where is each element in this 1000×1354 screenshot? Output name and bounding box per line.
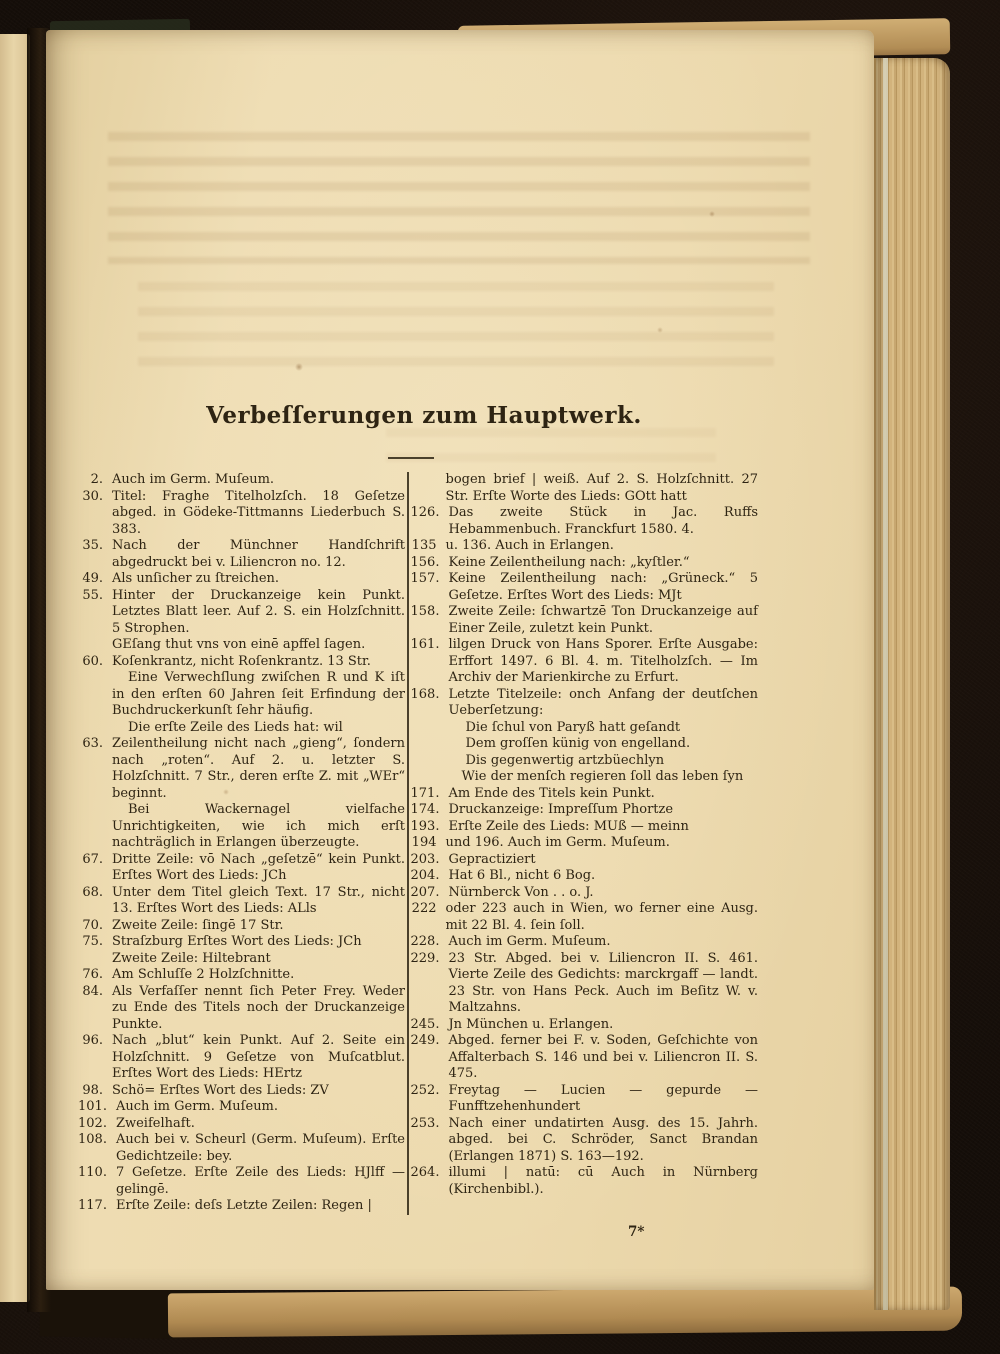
correction-entry <box>78 1132 405 1165</box>
entry-paragraph: und 196. Auch im Germ. Muſeum. <box>445 835 670 850</box>
entry-paragraph: Das zweite Stück in Jac. Ruffs Hebammenbuch. Franckfurt 1580. 4. <box>448 505 758 537</box>
entry-number: 126. <box>410 505 440 520</box>
correction-entry <box>78 588 405 654</box>
column-divider-rule <box>407 472 409 1215</box>
entry-paragraph: Dis gegenwertig artzbüechlyn <box>465 752 665 768</box>
entry-number: 229. <box>410 950 440 966</box>
entry-text <box>448 1116 758 1166</box>
entry-text <box>116 1116 405 1133</box>
entry-text <box>448 786 758 803</box>
entry-number: 108. <box>78 1132 107 1147</box>
entry-number: 117. <box>78 1198 107 1213</box>
entry-paragraph: oder 223 auch in Wien, wo ferner eine Ausg. mit 22 Bl. 4. ſein ſoll. <box>445 901 758 933</box>
entry-paragraph: Dritte Zeile: vō Nach „geſetzē“ kein Punkt. Erſtes Wort des Lieds: JCh <box>112 851 405 883</box>
entry-number: 157. <box>410 571 440 586</box>
entry-number: 60. <box>82 653 103 669</box>
correction-entry <box>78 984 405 1034</box>
entry-text <box>112 1083 405 1100</box>
entry-paragraph: Unter dem Titel gleich Text. 17 Str., nicht 13. Erſtes Wort des Lieds: ALls <box>112 884 405 916</box>
entry-paragraph: Straſzburg Erſtes Wort des Lieds: JCh <box>112 934 362 949</box>
correction-entry <box>411 637 759 687</box>
entry-paragraph: bogen brief | weiß. Auf 2. S. Holzſchnitt. 27 Str. Erſte Worte des Lieds: GOtt hatt <box>445 472 758 504</box>
correction-entry <box>411 555 759 572</box>
entry-paragraph: Die erſte Zeile des Lieds hat: wil <box>128 719 343 735</box>
entry-paragraph: lilgen Druck von Hans Sporer. Erſte Ausgabe: Erffort 1497. 6 Bl. 4. m. Titelholzſch. — Im Archiv der Marienkirche zu Erfurt. <box>448 637 758 685</box>
entry-paragraph: 23 Str. Abged. bei v. Liliencron II. S. 461. Vierte Zeile des Gedichts: marckrgaff — landt. 23 Str. von Hans Peck. Auch im Beſitz W. v. Maltzahns. <box>448 950 758 1015</box>
entry-paragraph: u. 136. Auch in Erlangen. <box>445 538 614 553</box>
entry-paragraph: Koſenkrantz, nicht Roſenkrantz. 13 Str. <box>112 653 371 669</box>
corrections-columns <box>78 472 758 1215</box>
entry-paragraph: Abged. ferner bei F. v. Soden, Geſchichte von Affalterbach S. 146 und bei v. Liliencron II. S. 475. <box>448 1033 758 1081</box>
entry-paragraph: Schö= Erſtes Wort des Lieds: ZV <box>112 1082 329 1098</box>
entry-paragraph: Wie der menſch regieren ſoll das leben ſyn <box>461 769 744 784</box>
correction-entry <box>411 868 759 885</box>
entry-number: 63. <box>82 736 103 751</box>
entry-text <box>448 637 758 687</box>
entry-number: 49. <box>82 571 103 586</box>
entry-text <box>448 1165 758 1198</box>
book-bottom-edge <box>168 1287 962 1338</box>
entry-paragraph: Auch im Germ. Muſeum. <box>112 472 275 487</box>
entry-paragraph: Keine Zeilentheilung nach: „Grüneck.“ 5 Geſetze. Erſtes Wort des Lieds: MJt <box>448 571 758 603</box>
entry-text <box>112 472 405 489</box>
entry-text <box>112 918 405 935</box>
correction-entry <box>411 802 759 819</box>
entry-text <box>448 934 758 951</box>
entry-text <box>112 852 405 885</box>
correction-entry <box>78 1116 405 1133</box>
entry-paragraph: Zweite Zeile: ſchwartzē Ton Druckanzeige auf Einer Zeile, zuletzt kein Punkt. <box>448 604 758 636</box>
entry-text <box>112 654 405 737</box>
entry-number: 203. <box>410 851 440 867</box>
correction-entry <box>411 934 759 951</box>
entry-paragraph: Nach „blut“ kein Punkt. Auf 2. Seite ein Holzſchnitt. 9 Geſetze von Muſcatblut. Erſtes Wort des Lieds: HErtz <box>112 1033 405 1081</box>
entry-text <box>116 1165 405 1198</box>
correction-entry <box>78 1099 405 1116</box>
entry-paragraph: Erſte Zeile: deſs Letzte Zeilen: Regen | <box>115 1198 372 1213</box>
entry-number: 76. <box>82 967 103 982</box>
bleed-through-texture <box>386 428 716 474</box>
correction-entry <box>411 687 759 786</box>
correction-entry <box>78 967 405 984</box>
entry-paragraph: Jn München u. Erlangen. <box>448 1016 614 1032</box>
entry-number: 96. <box>82 1033 103 1048</box>
entry-text <box>448 868 758 885</box>
correction-entry <box>78 1033 405 1083</box>
entry-number: 168. <box>410 686 440 702</box>
entry-paragraph: Nürnberck Von . . o. J. <box>448 884 594 900</box>
entry-paragraph: Gepractiziert <box>448 851 536 867</box>
entry-number: 249. <box>410 1033 440 1048</box>
entry-paragraph: Titel: Fraghe Titelholzſch. 18 Geſetze abged. in Gödeke-Tittmanns Liederbuch S. 383. <box>112 488 405 537</box>
correction-entry <box>78 918 405 935</box>
entry-number: 135 <box>411 538 437 553</box>
entry-number: 70. <box>82 917 103 933</box>
entry-text <box>448 687 758 786</box>
entry-number: 204. <box>410 868 440 883</box>
correction-entry <box>411 604 759 637</box>
entry-text <box>448 802 758 819</box>
entry-paragraph: Hinter der Druckanzeige kein Punkt. Letztes Blatt leer. Auf 2. S. ein Holzſchnitt. 5 Strophen. <box>112 587 405 636</box>
bleed-through-texture <box>138 282 774 380</box>
entry-text <box>112 489 405 539</box>
correction-entry <box>411 505 759 538</box>
entry-number: 222 <box>411 901 437 916</box>
correction-entry <box>411 819 759 836</box>
entry-paragraph: Druckanzeige: Impreſſum Phortze <box>448 802 674 817</box>
entry-paragraph: Als Verfaſſer nennt ſich Peter Frey. Weder zu Ende des Titels noch der Druckanzeige Punkte. <box>112 983 405 1032</box>
entry-paragraph: Zweifelhaft. <box>115 1115 195 1131</box>
correction-entry <box>411 1033 759 1083</box>
entry-number: 30. <box>82 488 103 504</box>
entry-number: 110. <box>78 1165 107 1180</box>
entry-number: 193. <box>410 818 440 834</box>
correction-entry <box>78 571 405 588</box>
title-divider-rule <box>388 457 434 459</box>
entry-text <box>112 1033 405 1083</box>
entry-number: 98. <box>82 1082 103 1098</box>
page-title: Verbeſſerungen zum Hauptwerk. <box>206 402 642 429</box>
entry-text <box>112 885 405 918</box>
entry-text <box>112 967 405 984</box>
entry-number: 156. <box>410 554 440 570</box>
correction-entry <box>78 885 405 918</box>
correction-entry <box>411 901 759 934</box>
column-right <box>411 472 759 1215</box>
entry-number: 228. <box>410 934 440 949</box>
entry-number: 158. <box>410 604 440 619</box>
entry-paragraph: Zeilentheilung nicht nach „gieng“, ſondern nach „roten“. Auf 2. u. letzter S. Holzſchnitt. 7 Str., deren erſte Z. mit „WEr“ beginnt. <box>112 736 405 801</box>
entry-paragraph: 7 Geſetze. Erſte Zeile des Lieds: HJlff — gelingē. <box>115 1165 405 1197</box>
entry-paragraph: Dem groſſen künig von engelland. <box>465 736 691 751</box>
correction-entry <box>78 934 405 967</box>
correction-entry <box>78 1083 405 1100</box>
entry-paragraph: Hat 6 Bl., nicht 6 Bog. <box>448 868 596 883</box>
entry-number: 2. <box>90 472 103 487</box>
entry-text <box>112 571 405 588</box>
entry-text <box>448 885 758 902</box>
entry-number: 102. <box>78 1115 107 1131</box>
bleed-through-texture <box>108 132 810 264</box>
entry-number: 174. <box>410 802 440 817</box>
correction-entry <box>411 835 759 852</box>
entry-text <box>448 1083 758 1116</box>
entry-paragraph: Auch bei v. Scheurl (Germ. Muſeum). Erſte Gedichtzeile: bey. <box>115 1132 405 1164</box>
correction-entry <box>78 472 405 489</box>
entry-text <box>116 1198 405 1215</box>
correction-entry <box>411 472 759 505</box>
entry-paragraph: GEſang thut vns von einē apffel ſagen. <box>112 637 366 652</box>
entry-number: 84. <box>82 983 103 999</box>
entry-text <box>446 538 759 555</box>
entry-text <box>112 984 405 1034</box>
correction-entry <box>411 786 759 803</box>
entry-text <box>448 852 758 869</box>
correction-entry <box>78 1198 405 1215</box>
correction-entry <box>411 571 759 604</box>
entry-paragraph: Als unſicher zu ſtreichen. <box>112 571 280 586</box>
entry-paragraph: Bei Wackernagel vielfache Unrichtigkeiten, wie ich mich erſt nachträglich in Erlangen überzeugte. <box>112 802 405 850</box>
entry-text <box>448 951 758 1017</box>
entry-number: 67. <box>82 851 103 867</box>
entry-text <box>448 604 758 637</box>
entry-number: 194 <box>411 835 437 850</box>
entry-paragraph: Freytag — Lucien — gepurde — Funfftzehenhundert <box>448 1082 758 1114</box>
correction-entry <box>78 489 405 539</box>
correction-entry <box>411 1083 759 1116</box>
entry-paragraph: Keine Zeilentheilung nach: „kyſtler.“ <box>448 554 690 570</box>
entry-text <box>116 1132 405 1165</box>
entry-number: 161. <box>410 637 440 652</box>
correction-entry <box>411 1165 759 1198</box>
entry-text <box>448 819 758 836</box>
entry-number: 35. <box>82 538 103 553</box>
entry-text <box>448 1017 758 1034</box>
entry-number: 253. <box>410 1115 440 1131</box>
entry-text <box>116 1099 405 1116</box>
entry-paragraph: Nach der Münchner Handſchrift abgedruckt bei v. Liliencron no. 12. <box>112 538 405 570</box>
correction-entry <box>411 1017 759 1034</box>
page-stack-fore-edge <box>874 58 950 1310</box>
column-left <box>78 472 405 1215</box>
entry-paragraph: Auch im Germ. Muſeum. <box>115 1099 279 1114</box>
entry-number: 101. <box>78 1099 107 1114</box>
entry-text <box>448 505 758 538</box>
entry-number: 171. <box>410 785 440 801</box>
correction-entry <box>78 538 405 571</box>
correction-entry <box>411 538 759 555</box>
correction-entry <box>411 951 759 1017</box>
facing-page-sliver <box>0 34 30 1302</box>
entry-paragraph: Zweite Zeile: Hiltebrant <box>112 950 271 966</box>
entry-text <box>112 538 405 571</box>
book-page <box>46 30 874 1290</box>
correction-entry <box>78 852 405 885</box>
entry-text <box>448 1033 758 1083</box>
entry-paragraph: illumi | natū: cū Auch in Nürnberg (Kirchenbibl.). <box>448 1165 758 1197</box>
correction-entry <box>411 852 759 869</box>
entry-text <box>112 934 405 967</box>
entry-paragraph: Letzte Titelzeile: onch Anfang der deutſchen Ueberſetzung: <box>448 686 758 718</box>
entry-paragraph: Am Ende des Titels kein Punkt. <box>448 785 655 801</box>
entry-paragraph: Zweite Zeile: ſingē 17 Str. <box>112 917 284 933</box>
entry-paragraph: Nach einer undatirten Ausg. des 15. Jahrh. abged. bei C. Schröder, Sanct Brandan (Erlangen 1871) S. 163—192. <box>448 1115 758 1164</box>
entry-paragraph: Auch im Germ. Muſeum. <box>448 934 611 949</box>
entry-text <box>446 472 759 505</box>
entry-number: 55. <box>82 587 103 603</box>
signature-mark: 7* <box>628 1224 645 1240</box>
entry-text <box>446 835 759 852</box>
entry-paragraph: Eine Verwechſlung zwiſchen R und K iſt in den erſten 60 Jahren ſeit Erfindung der Buchdruckerkunſt ſehr häufig. <box>112 670 405 718</box>
correction-entry <box>78 736 405 852</box>
entry-text <box>112 588 405 654</box>
entry-paragraph: Am Schluſſe 2 Holzſchnitte. <box>112 967 295 982</box>
entry-number: 207. <box>410 884 440 900</box>
correction-entry <box>411 1116 759 1166</box>
entry-number: 252. <box>410 1082 440 1098</box>
entry-number: 75. <box>82 934 103 949</box>
correction-entry <box>78 1165 405 1198</box>
entry-text <box>448 571 758 604</box>
correction-entry <box>78 654 405 737</box>
correction-entry <box>411 885 759 902</box>
entry-paragraph: Die ſchul von Paryß hatt geſandt <box>465 719 681 735</box>
entry-paragraph: Erſte Zeile des Lieds: MUß — meinn <box>448 818 689 834</box>
entry-text <box>446 901 759 934</box>
entry-number: 264. <box>410 1165 440 1180</box>
entry-text <box>112 736 405 852</box>
entry-text <box>448 555 758 572</box>
entry-number: 68. <box>82 884 103 900</box>
entry-number: 245. <box>410 1016 440 1032</box>
